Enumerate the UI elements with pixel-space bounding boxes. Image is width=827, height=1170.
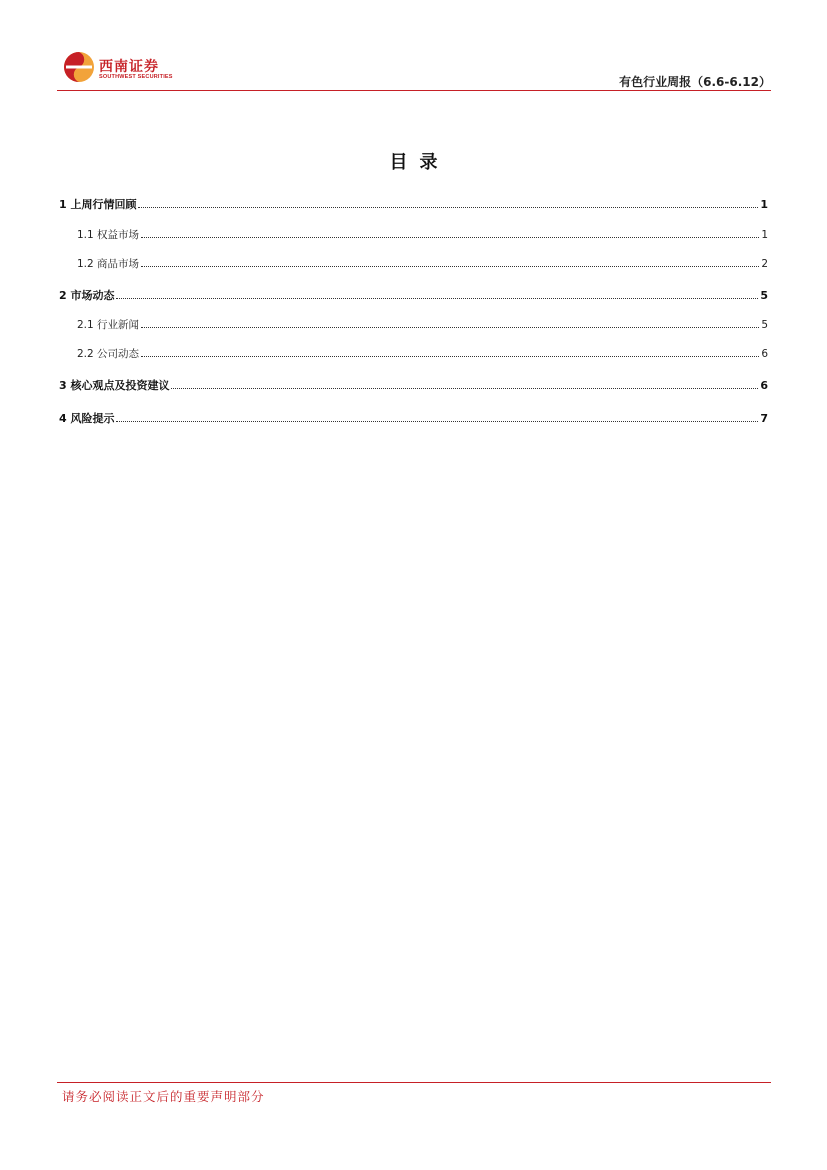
southwest-securities-logo-icon xyxy=(63,51,95,83)
toc-entry[interactable] xyxy=(59,287,768,303)
logo-chinese-name: 西南证券 xyxy=(99,59,159,75)
toc-entry[interactable] xyxy=(59,196,768,212)
toc-leader-dots xyxy=(116,298,758,299)
toc-entry-label: 2 市场动态 xyxy=(59,289,115,302)
toc-leader-dots xyxy=(141,237,759,238)
toc-entry[interactable] xyxy=(59,410,768,426)
toc-entry[interactable] xyxy=(59,377,768,393)
toc-entry-label: 1.2 商品市场 xyxy=(77,258,140,270)
toc-leader-dots xyxy=(141,266,759,267)
toc-entry-page: 5 xyxy=(761,319,768,331)
toc-entry-label: 4 风险提示 xyxy=(59,412,115,425)
toc-entry-label: 3 核心观点及投资建议 xyxy=(59,379,170,392)
toc-leader-dots xyxy=(138,207,758,208)
footer-divider xyxy=(57,1082,771,1083)
toc-entry[interactable] xyxy=(59,346,768,361)
company-logo xyxy=(63,51,183,85)
toc-entry-label: 2.1 行业新闻 xyxy=(77,319,140,331)
toc-entry-label: 1 上周行情回顾 xyxy=(59,198,137,211)
toc-entry-label: 1.1 权益市场 xyxy=(77,229,140,241)
toc-entry[interactable] xyxy=(59,227,768,242)
footer-disclaimer: 请务必阅读正文后的重要声明部分 xyxy=(62,1089,265,1104)
toc-entry-page: 1 xyxy=(760,198,768,211)
header-divider xyxy=(57,90,771,91)
toc-entry-page: 7 xyxy=(760,412,768,425)
toc-leader-dots xyxy=(116,421,758,422)
toc-entry[interactable] xyxy=(59,317,768,332)
toc-entry[interactable] xyxy=(59,256,768,271)
report-title: 有色行业周报（6.6-6.12） xyxy=(619,75,771,89)
toc-title: 目录 xyxy=(389,152,450,173)
toc-leader-dots xyxy=(171,388,758,389)
toc-entry-page: 6 xyxy=(760,379,768,392)
toc-leader-dots xyxy=(141,327,759,328)
toc-leader-dots xyxy=(141,356,759,357)
toc-entry-label: 2.2 公司动态 xyxy=(77,348,140,360)
toc-entry-page: 6 xyxy=(761,348,768,360)
toc-entry-page: 1 xyxy=(761,229,768,241)
logo-english-name: SOUTHWEST SECURITIES xyxy=(99,74,173,80)
toc-entry-page: 5 xyxy=(760,289,768,302)
toc-entry-page: 2 xyxy=(761,258,768,270)
